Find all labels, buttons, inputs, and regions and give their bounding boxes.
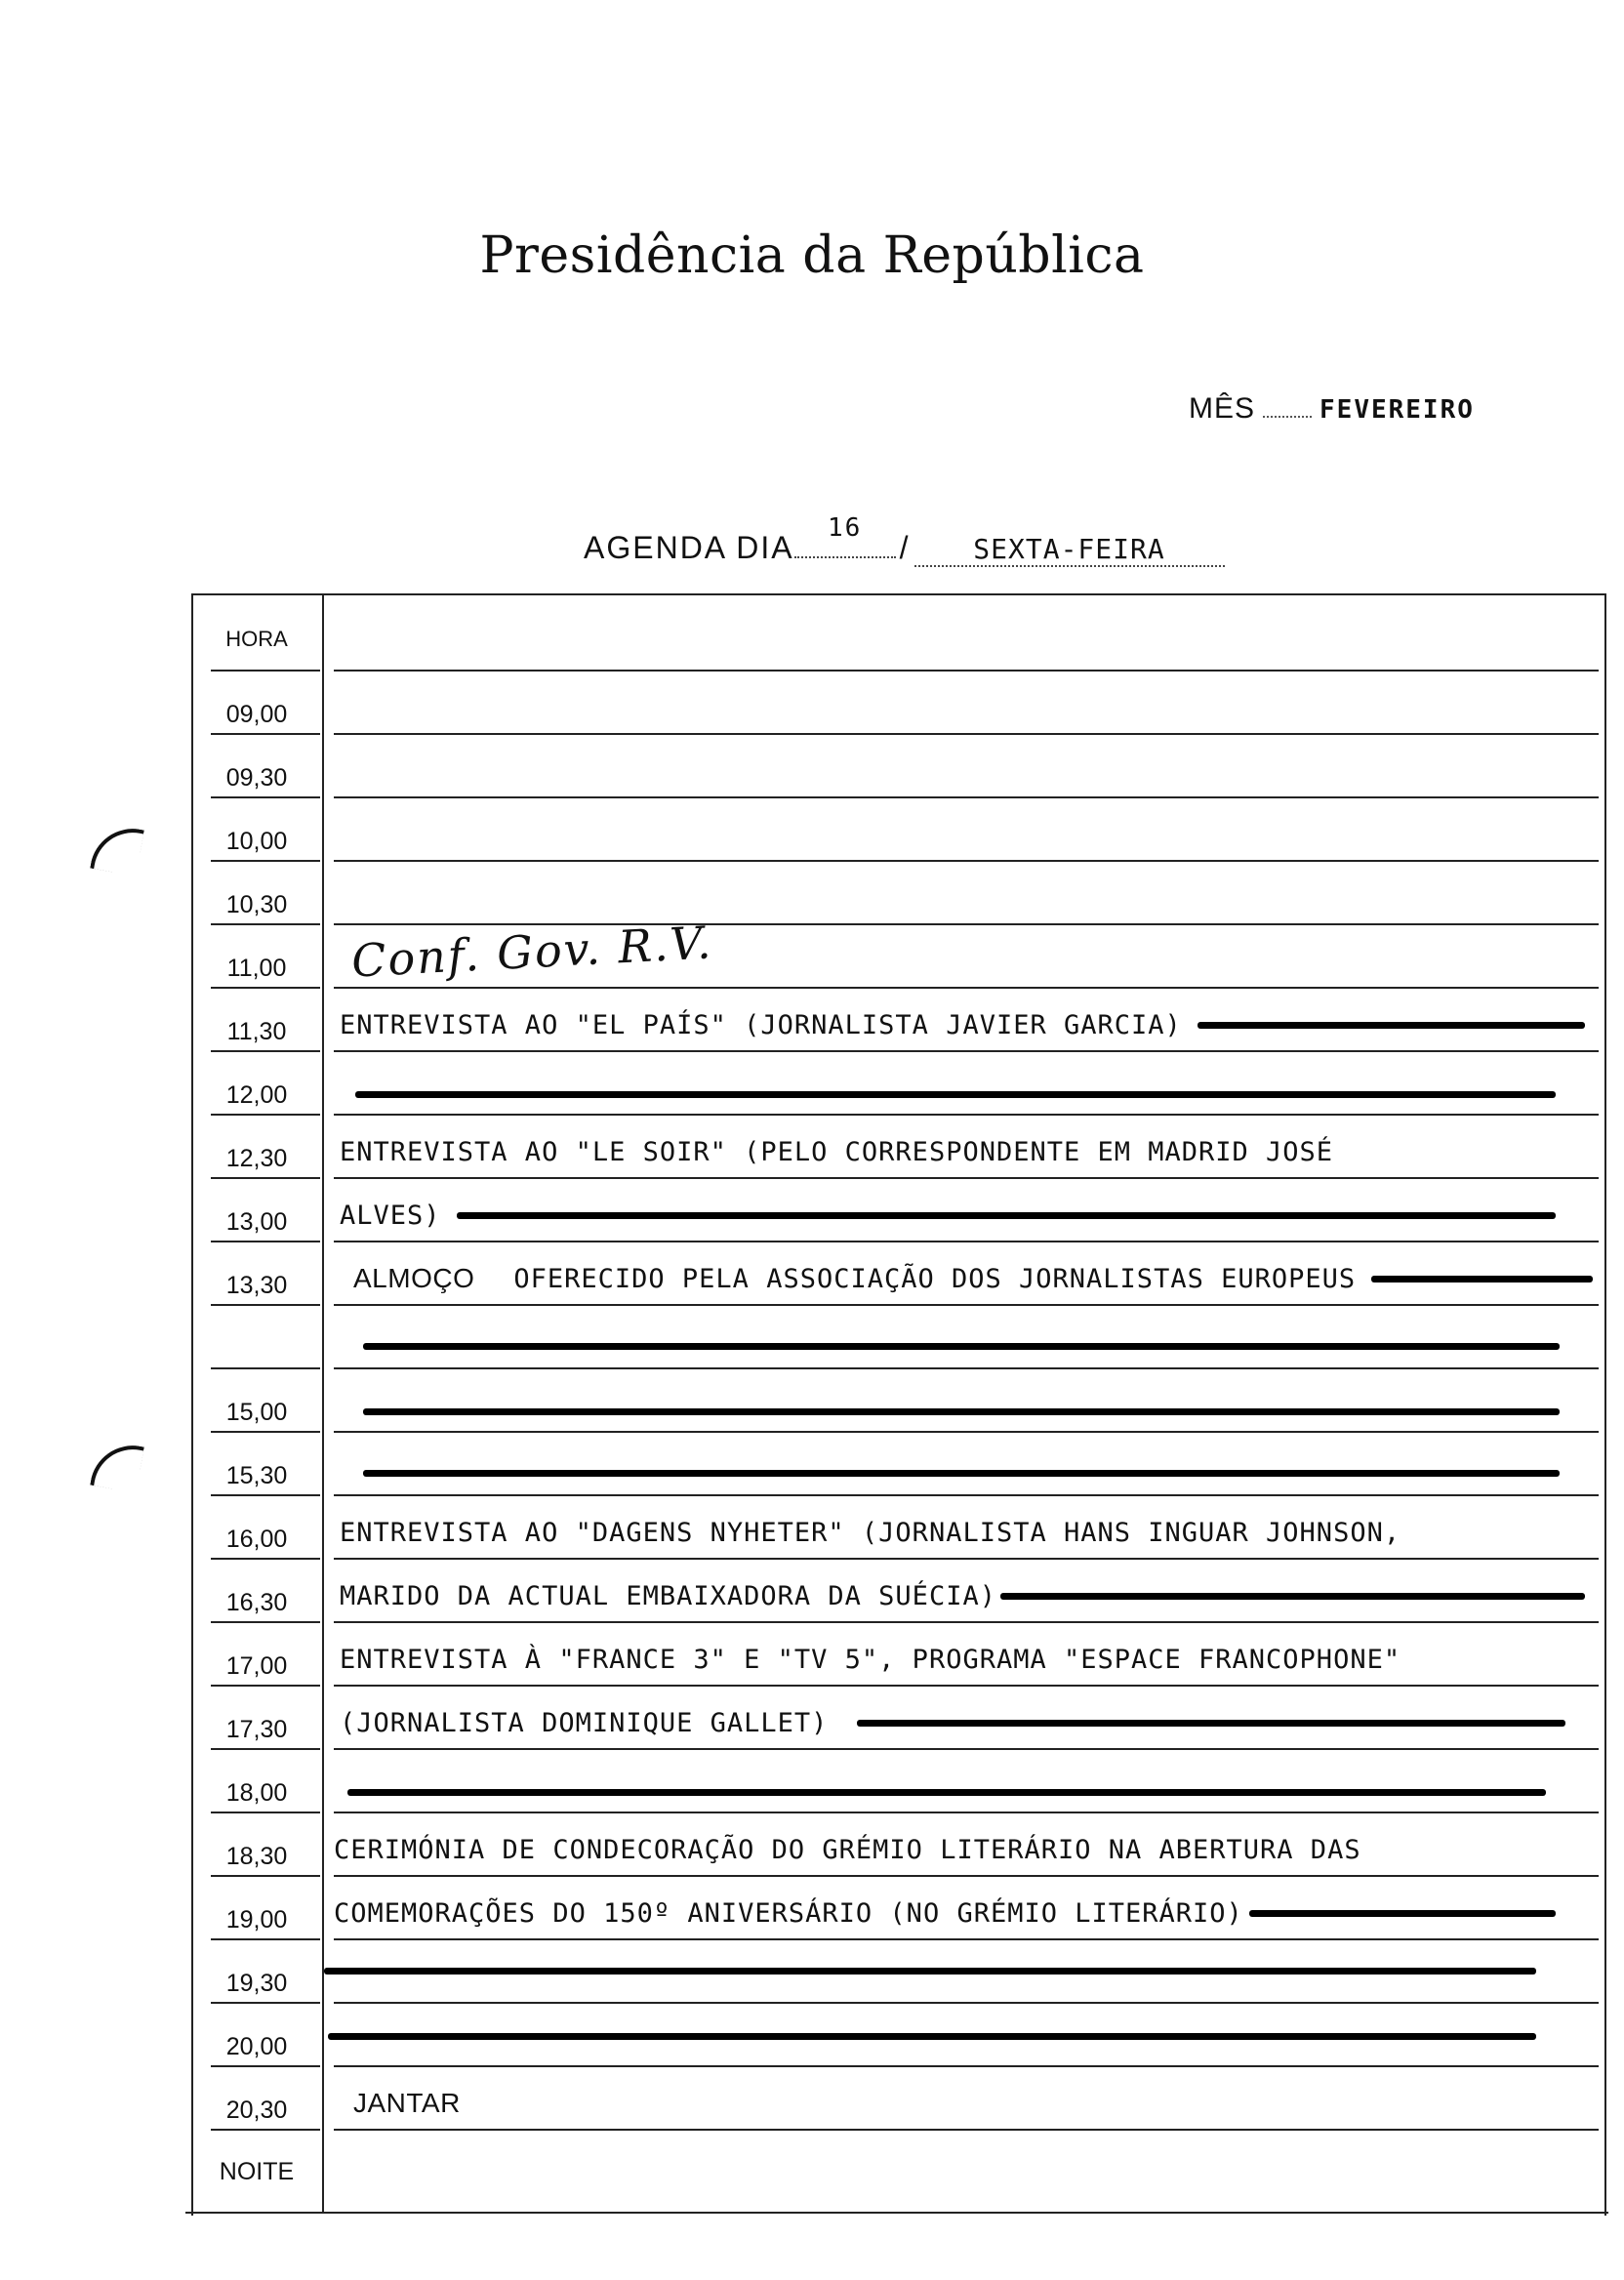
- hour-cell: 11,00: [226, 955, 287, 982]
- table-row: [191, 1623, 1603, 1687]
- continuation-stroke: [457, 1212, 1556, 1219]
- entry-cell: [340, 1137, 1593, 1167]
- agenda-label: AGENDA DIA: [584, 530, 794, 565]
- table-row: [191, 2131, 1603, 2212]
- weekday-value: SEXTA-FEIRA: [914, 533, 1225, 567]
- continuation-stroke: [1198, 1022, 1585, 1029]
- entry-cell: [334, 1835, 1593, 1865]
- table-row: [191, 1433, 1603, 1496]
- entry-text-lead: ALMOÇO: [353, 1263, 475, 1293]
- day-field: [794, 513, 896, 558]
- continuation-stroke: [355, 1091, 1556, 1098]
- entry-cell: [353, 2088, 1593, 2119]
- entry-text: ENTREVISTA AO "LE SOIR" (PELO CORRESPONDENTE EM MADRID JOSÉ: [340, 1137, 1334, 1167]
- handwritten-note: Conf. Gov. R.V.: [349, 916, 714, 988]
- hour-cell: 15,30: [225, 1462, 288, 1489]
- table-header-row: [191, 593, 1603, 672]
- continuation-stroke: [328, 2033, 1536, 2040]
- table-row: [191, 735, 1603, 798]
- hour-cell: 13,30: [225, 1272, 288, 1299]
- hour-cell: 09,00: [225, 701, 288, 728]
- day-value: 16: [827, 513, 863, 543]
- hour-cell: 20,30: [225, 2097, 288, 2124]
- hour-cell: 10,30: [225, 891, 288, 918]
- table-row: [191, 1687, 1603, 1750]
- hour-cell: 18,00: [225, 1779, 288, 1807]
- continuation-stroke: [324, 1968, 1536, 1975]
- entry-cell: [328, 2033, 1544, 2040]
- entry-cell: [363, 1343, 1567, 1350]
- continuation-stroke: [363, 1343, 1560, 1350]
- table-bottom-rule: [185, 2212, 1608, 2214]
- table-row: [191, 1750, 1603, 1813]
- entry-cell: [334, 1898, 1563, 1929]
- entry-cell: [353, 1263, 1593, 1294]
- entry-cell: [355, 1091, 1563, 1098]
- hour-cell: 17,30: [225, 1716, 288, 1743]
- table-row: [191, 1560, 1603, 1623]
- agenda-slash: /: [899, 530, 911, 565]
- continuation-stroke: [1000, 1593, 1585, 1600]
- hour-cell: 13,00: [225, 1208, 288, 1236]
- entry-cell: [340, 1708, 1573, 1738]
- entry-cell: [363, 1408, 1567, 1415]
- table-row: [191, 862, 1603, 925]
- hour-cell: 09,30: [225, 764, 288, 792]
- hour-cell: 10,00: [225, 828, 288, 855]
- hour-cell: 12,00: [225, 1081, 288, 1109]
- table-row: [191, 989, 1603, 1052]
- hour-cell: 19,30: [225, 1970, 288, 1997]
- hour-cell: 11,30: [226, 1018, 287, 1045]
- entry-cell: [340, 1581, 1593, 1611]
- table-row: [191, 1306, 1603, 1369]
- hour-cell: 16,30: [225, 1589, 288, 1616]
- punch-hole-bottom: [90, 1439, 144, 1493]
- entry-text: CERIMÓNIA DE CONDECORAÇÃO DO GRÉMIO LITERÁRIO NA ABERTURA DAS: [334, 1835, 1361, 1865]
- entry-cell: [324, 1968, 1544, 1975]
- month-dots: [1263, 416, 1312, 418]
- page-title: Presidência da República: [479, 226, 1145, 285]
- hour-cell: 20,00: [225, 2033, 288, 2060]
- month-value: FEVEREIRO: [1320, 395, 1475, 425]
- table-row: [191, 798, 1603, 862]
- hour-cell: 15,00: [225, 1399, 288, 1426]
- month-field: [1189, 392, 1475, 426]
- entry-text: JANTAR: [353, 2088, 461, 2118]
- hour-cell: 17,00: [225, 1652, 288, 1680]
- entry-text: ENTREVISTA À "FRANCE 3" E "TV 5", PROGRAMA "ESPACE FRANCOPHONE": [340, 1645, 1401, 1675]
- continuation-stroke: [363, 1470, 1560, 1477]
- entry-cell: [340, 1518, 1593, 1548]
- entry-cell: [340, 1201, 1563, 1231]
- table-row: [191, 1813, 1603, 1877]
- entry-cell: [340, 1645, 1593, 1675]
- continuation-stroke: [857, 1720, 1565, 1727]
- table-row: [191, 1940, 1603, 2004]
- entry-text: ENTREVISTA AO "EL PAÍS" (JORNALISTA JAVIER GARCIA): [340, 1010, 1182, 1040]
- table-row: [191, 1877, 1603, 1940]
- hour-cell: NOITE: [219, 2158, 295, 2185]
- hour-header: HORA: [225, 627, 288, 651]
- entry-text: MARIDO DA ACTUAL EMBAIXADORA DA SUÉCIA): [340, 1581, 996, 1611]
- entry-text: ENTREVISTA AO "DAGENS NYHETER" (JORNALISTA HANS INGUAR JOHNSON,: [340, 1518, 1401, 1548]
- agenda-line: [584, 513, 1225, 567]
- entry-cell: [340, 1010, 1593, 1040]
- hour-cell: 19,00: [225, 1906, 288, 1934]
- hour-cell: 18,30: [225, 1843, 288, 1870]
- table-row: [191, 2004, 1603, 2067]
- entry-text: COMEMORAÇÕES DO 150º ANIVERSÁRIO (NO GRÉMIO LITERÁRIO): [334, 1898, 1243, 1929]
- entry-cell: [363, 1470, 1567, 1477]
- table-row: [191, 672, 1603, 735]
- continuation-stroke: [1249, 1910, 1556, 1917]
- entry-cell: [347, 1789, 1554, 1796]
- hour-cell: 12,30: [225, 1145, 288, 1172]
- punch-hole-top: [90, 822, 144, 876]
- entry-text: (JORNALISTA DOMINIQUE GALLET): [340, 1708, 829, 1738]
- table-row: [191, 1052, 1603, 1116]
- entry-text: OFERECIDO PELA ASSOCIAÇÃO DOS JORNALISTAS EUROPEUS: [513, 1263, 1357, 1294]
- hour-cell: 16,00: [225, 1526, 288, 1553]
- table-row: [191, 1116, 1603, 1179]
- table-row: [191, 1242, 1603, 1306]
- table-row: [191, 1496, 1603, 1560]
- continuation-stroke: [363, 1408, 1560, 1415]
- entry-text: ALVES): [340, 1201, 441, 1231]
- table-row: [191, 1179, 1603, 1242]
- continuation-stroke: [1371, 1276, 1593, 1282]
- month-label: MÊS: [1189, 392, 1256, 425]
- table-row: [191, 1369, 1603, 1433]
- continuation-stroke: [347, 1789, 1546, 1796]
- table-row: [191, 2067, 1603, 2131]
